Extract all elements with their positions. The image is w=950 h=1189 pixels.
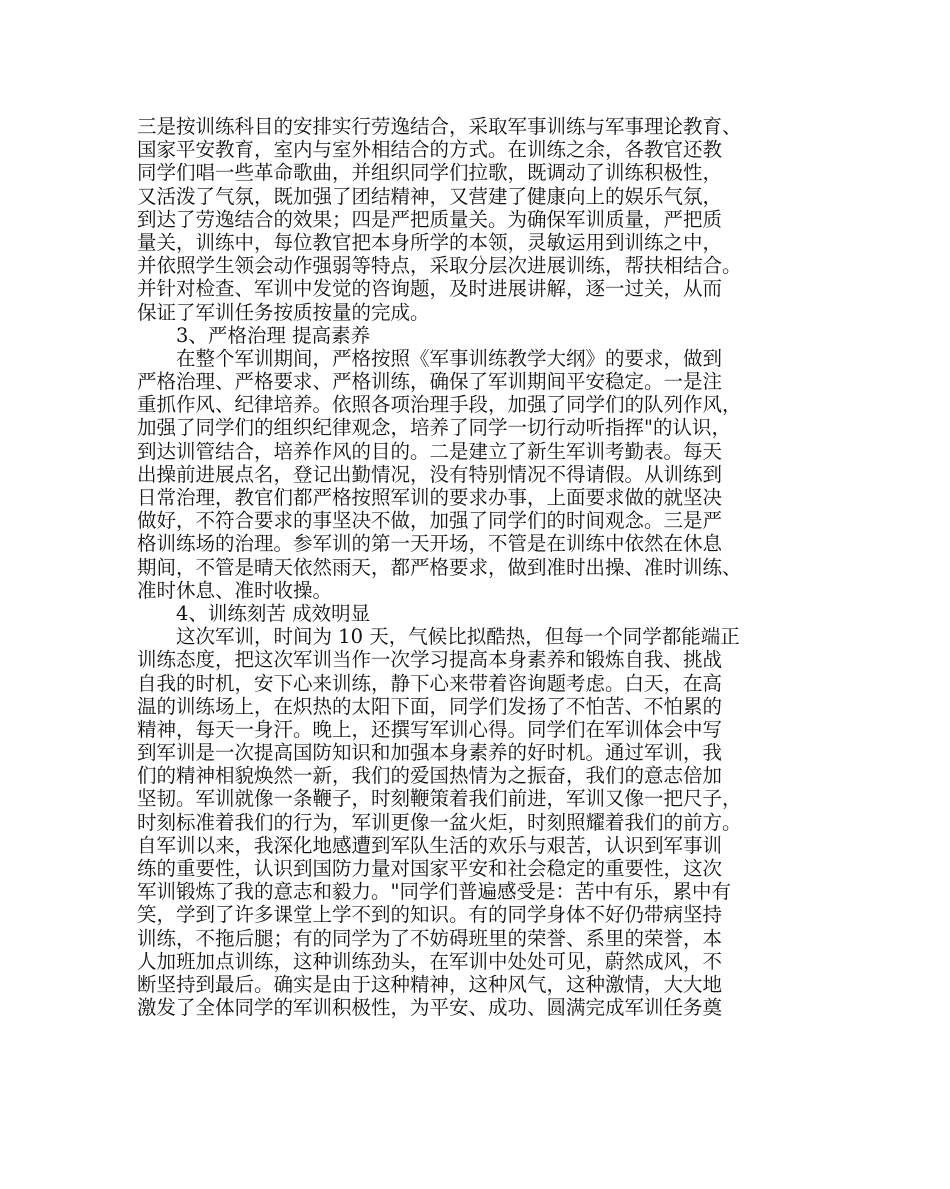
text-line: 4、训练刻苦 成效明显: [176, 601, 371, 625]
text-line: 3、严格治理 提高素养: [176, 323, 371, 347]
text-line: 坚韧。军训就像一条鞭子，时刻鞭策着我们前进，军训又像一把尺子，: [137, 787, 742, 811]
text-line: 军训锻炼了我的意志和毅力。"同学们普遍感受是：苦中有乐，累中有: [137, 880, 731, 904]
text-line: 练的重要性，认识到国防力量对国家平安和社会稳定的重要性，这次: [137, 857, 723, 880]
text-line: 笑，学到了许多课堂上学不到的知识。有的同学身体不好仍带病坚持: [137, 903, 723, 927]
text-line: 训练，不拖后腿；有的同学为了不妨碍班里的荣誉、系里的荣誉，本: [137, 926, 723, 950]
text-line: 训练态度，把这次军训当作一次学习提高本身素养和锻炼自我、挑战: [137, 648, 723, 672]
text-line: 人加班加点训练，这种训练劲头，在军训中处处可见，蔚然成风，不: [137, 949, 723, 973]
text-line: 三是按训练科目的安排实行劳逸结合，采取军事训练与军事理论教育、: [137, 115, 742, 138]
text-line: 温的训练场上，在炽热的太阳下面，同学们发扬了不怕苦、不怕累的: [137, 694, 723, 718]
text-line: 严格治理、严格要求、严格训练，确保了军训期间平安稳定。一是注: [137, 370, 723, 394]
text-line: 时刻标准着我们的行为，军训更像一盆火炬，时刻照耀着我们的前方。: [137, 810, 742, 834]
text-line: 格训练场的治理。参军训的第一天开场，不管是在训练中依然在休息: [137, 532, 723, 556]
text-line: 同学们唱一些革命歌曲，并组织同学们拉歌，既调动了训练积极性，: [137, 161, 723, 185]
text-line: 量关，训练中，每位教官把本身所学的本领，灵敏运用到训练之中，: [137, 230, 723, 254]
text-line: 精神，每天一身汗。晚上，还撰写军训心得。同学们在军训体会中写: [137, 717, 723, 741]
text-line: 自军训以来，我深化地感遭到军队生活的欢乐与艰苦，认识到军事训: [137, 833, 723, 857]
document-body: [137, 115, 827, 1019]
text-line: 到达训管结合，培养作风的目的。二是建立了新生军训考勤表。每天: [137, 439, 723, 463]
text-line: 加强了同学们的组织纪律观念，培养了同学一切行动听指挥"的认识，: [137, 416, 731, 440]
text-line: 做好，不符合要求的事坚决不做，加强了同学们的时间观念。三是严: [137, 509, 723, 533]
text-line: 重抓作风、纪律培养。依照各项治理手段，加强了同学们的队列作风，: [137, 393, 742, 417]
text-line: 期间，不管是晴天依然雨天，都严格要求，做到准时出操、准时训练、: [137, 555, 742, 579]
text-line: 日常治理，教官们都严格按照军训的要求办事，上面要求做的就坚决: [137, 486, 723, 509]
text-line: 到达了劳逸结合的效果；四是严把质量关。为确保军训质量，严把质: [137, 207, 723, 231]
text-line: 自我的时机，安下心来训练，静下心来带着咨询题考虑。白天，在高: [137, 671, 723, 695]
text-line: 准时休息、准时收操。: [137, 578, 333, 602]
text-line: 断坚持到最后。确实是由于这种精神，这种风气，这种激情，大大地: [137, 972, 723, 996]
text-line: 国家平安教育，室内与室外相结合的方式。在训练之余，各教官还教: [137, 138, 723, 162]
text-line: 保证了军训任务按质按量的完成。: [137, 300, 430, 324]
text-line: 们的精神相貌焕然一新，我们的爱国热情为之振奋，我们的意志倍加: [137, 764, 723, 788]
text-line: 并针对检查、军训中发觉的咨询题，及时进展讲解，逐一过关，从而: [137, 277, 723, 301]
text-line: 这次军训，时间为 10 天，气候比拟酷热，但每一个同学都能端正: [176, 625, 740, 649]
text-line: 出操前进展点名，登记出勤情况，没有特别情况不得请假。从训练到: [137, 462, 723, 486]
text-line: 在整个军训期间，严格按照《军事训练教学大纲》的要求，做到: [176, 346, 723, 370]
text-line: 激发了全体同学的军训积极性，为平安、成功、圆满完成军训任务奠: [137, 996, 723, 1020]
text-line: 又活泼了气氛，既加强了团结精神，又营建了健康向上的娱乐气氛，: [137, 184, 723, 208]
text-line: 并依照学生领会动作强弱等特点，采取分层次进展训练，帮扶相结合。: [137, 254, 742, 278]
text-line: 到军训是一次提高国防知识和加强本身素养的好时机。通过军训，我: [137, 741, 723, 765]
